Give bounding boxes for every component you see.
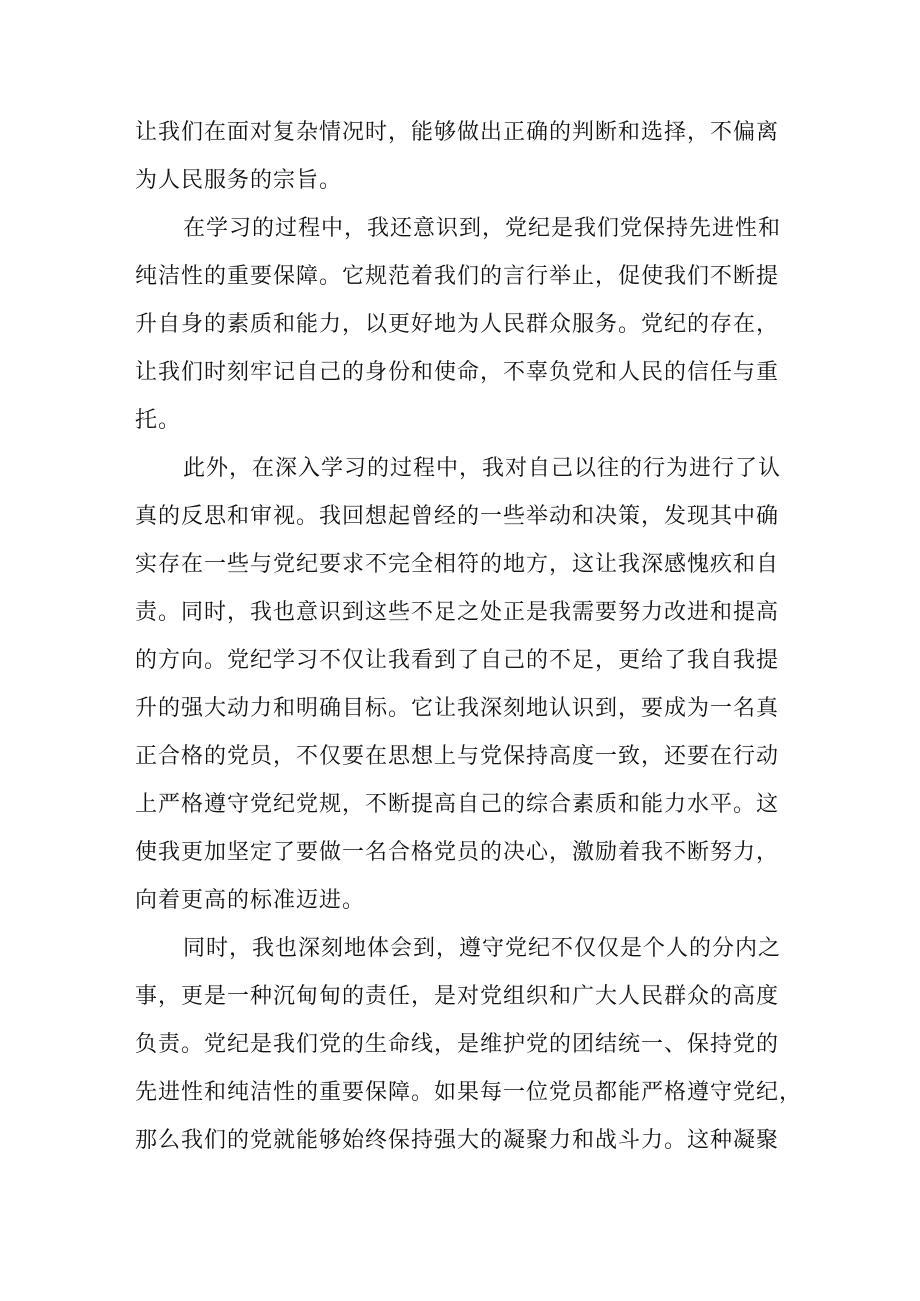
text-line: 向着更高的标准迈进。 <box>135 888 366 913</box>
text-line: 事，更是一种沉甸甸的责任，是对党组织和广大人民群众的高度 <box>135 984 780 1009</box>
text-line: 升的强大动力和明确目标。它让我深刻地认识到，要成为一名真 <box>135 696 780 721</box>
document-body <box>135 109 803 1165</box>
text-line: 正合格的党员，不仅要在思想上与党保持高度一致，还要在行动 <box>135 744 780 769</box>
text-line: 升自身的素质和能力，以更好地为人民群众服务。党纪的存在， <box>135 312 780 337</box>
text-line: 的方向。党纪学习不仅让我看到了自己的不足，更给了我自我提 <box>135 648 780 673</box>
text-line: 此外，在深入学习的过程中，我对自己以往的行为进行了认 <box>183 456 782 481</box>
paragraph <box>135 445 795 925</box>
text-line: 使我更加坚定了要做一名合格党员的决心，激励着我不断努力， <box>135 840 780 865</box>
text-line: 纯洁性的重要保障。它规范着我们的言行举止，促使我们不断提 <box>135 264 780 289</box>
text-line: 让我们在面对复杂情况时，能够做出正确的判断和选择，不偏离 <box>135 120 780 145</box>
paragraph <box>135 925 803 1165</box>
text-line: 那么我们的党就能够始终保持强大的凝聚力和战斗力。这种凝聚 <box>135 1128 780 1153</box>
text-line: 托。 <box>135 408 182 433</box>
text-line: 让我们时刻牢记自己的身份和使命，不辜负党和人民的信任与重 <box>135 360 780 385</box>
text-line: 负责。党纪是我们党的生命线，是维护党的团结统一、保持党的 <box>135 1032 780 1057</box>
text-line: 在学习的过程中，我还意识到，党纪是我们党保持先进性和 <box>183 216 782 241</box>
text-line: 上严格遵守党纪党规，不断提高自己的综合素质和能力水平。这 <box>135 792 780 817</box>
text-line: 为人民服务的宗旨。 <box>135 168 343 193</box>
text-line: 同时，我也深刻地体会到，遵守党纪不仅仅是个人的分内之 <box>183 936 782 961</box>
text-line: 真的反思和审视。我回想起曾经的一些举动和决策，发现其中确 <box>135 504 780 529</box>
text-line: 实存在一些与党纪要求不完全相符的地方，这让我深感愧疚和自 <box>135 552 780 577</box>
text-line: 先进性和纯洁性的重要保障。如果每一位党员都能严格遵守党纪， <box>135 1080 803 1105</box>
paragraph <box>135 109 795 205</box>
text-line: 责。同时，我也意识到这些不足之处正是我需要努力改进和提高 <box>135 600 780 625</box>
paragraph <box>135 205 795 445</box>
